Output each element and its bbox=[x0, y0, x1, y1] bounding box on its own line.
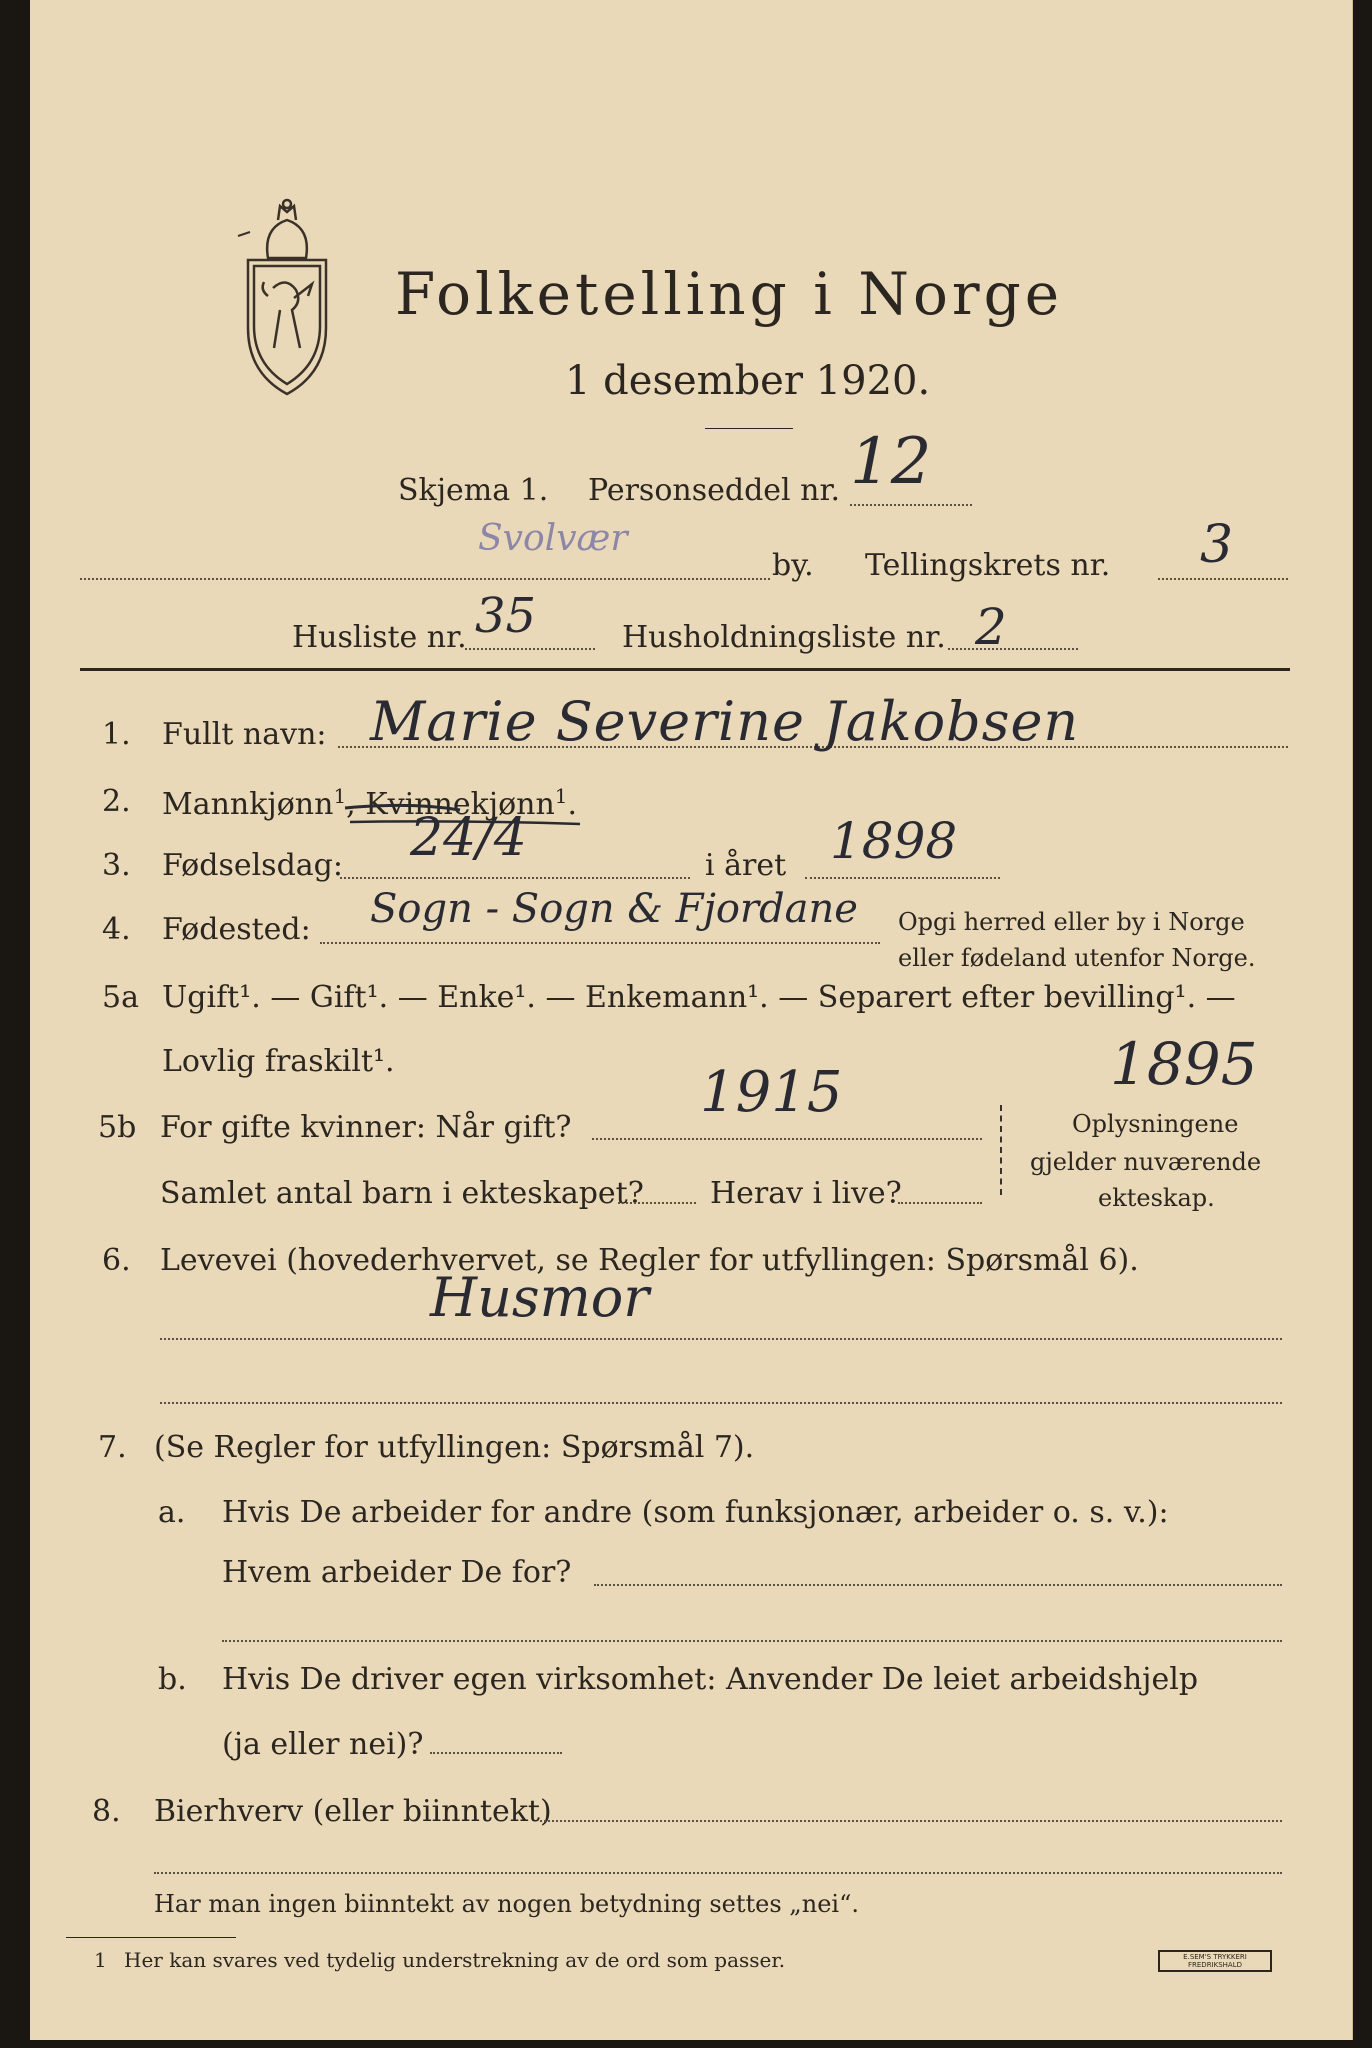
q3-year-label: i året bbox=[705, 848, 787, 883]
personseddel-field-line bbox=[850, 504, 972, 506]
footnote-separator bbox=[66, 1937, 236, 1938]
q7b-letter: b. bbox=[158, 1662, 187, 1697]
q5b-brace bbox=[1000, 1105, 1005, 1195]
tellingskrets-field-line bbox=[1158, 578, 1288, 580]
husliste-field-line bbox=[465, 648, 595, 650]
q7b-text: Hvis De driver egen virksomhet: Anvender De leiet arbeidshjelp bbox=[222, 1662, 1199, 1697]
q7a-field-line2 bbox=[222, 1640, 1282, 1642]
q5b-living-label: Herav i live? bbox=[710, 1176, 902, 1211]
q1-full-name-value[interactable]: Marie Severine Jakobsen bbox=[370, 690, 1080, 753]
q2-kvinne-option[interactable]: Kvinnekjønn bbox=[365, 787, 555, 822]
q5b-note-line2: gjelder nuværende bbox=[1030, 1148, 1262, 1176]
q8-field-line1 bbox=[540, 1820, 1282, 1822]
q3-field-line bbox=[340, 877, 690, 879]
q8-number: 8. bbox=[92, 1794, 121, 1829]
q5b-number: 5b bbox=[98, 1110, 137, 1145]
q1-label: Fullt navn: bbox=[162, 717, 327, 752]
header-separator bbox=[80, 668, 1290, 671]
q6-field-line2 bbox=[160, 1402, 1282, 1404]
q4-label: Fødested: bbox=[162, 912, 311, 947]
q3-number: 3. bbox=[102, 848, 131, 883]
husliste-label: Husliste nr. bbox=[292, 620, 467, 655]
q3-year-value[interactable]: 1898 bbox=[830, 812, 958, 870]
tellingskrets-value[interactable]: 3 bbox=[1200, 515, 1234, 575]
by-label: by. bbox=[772, 548, 814, 583]
q5b-note-line3: ekteskap. bbox=[1098, 1184, 1215, 1212]
husliste-value[interactable]: 35 bbox=[475, 588, 537, 644]
norwegian-coat-of-arms-icon bbox=[228, 198, 346, 398]
q2-gender-options: Mannkjønn$^1$, Kvinnekjønn$^1$. bbox=[162, 784, 578, 822]
q5a-marital-options[interactable]: Ugift¹. — Gift¹. — Enke¹. — Enkemann¹. — Separert efter bevilling¹. — bbox=[162, 980, 1236, 1015]
q5b-field-line bbox=[592, 1138, 982, 1140]
q7a-field-line1 bbox=[594, 1584, 1282, 1586]
q7-number: 7. bbox=[98, 1430, 127, 1465]
city-stamp: Svolvær bbox=[478, 518, 628, 559]
q5b-label: For gifte kvinner: Når gift? bbox=[160, 1110, 572, 1145]
q5b-living-field-line bbox=[898, 1202, 982, 1204]
q5a-number: 5a bbox=[102, 980, 139, 1015]
form-title: Folketelling i Norge bbox=[395, 260, 1064, 328]
q5a-marital-options-cont[interactable]: Lovlig fraskilt¹. bbox=[162, 1044, 395, 1079]
q6-number: 6. bbox=[102, 1243, 131, 1278]
q5b-children-field-line bbox=[618, 1202, 696, 1204]
q6-field-line1 bbox=[160, 1338, 1282, 1340]
husholdning-value[interactable]: 2 bbox=[975, 598, 1007, 656]
q4-field-line bbox=[320, 942, 880, 944]
q7a-letter: a. bbox=[158, 1495, 186, 1530]
q7-label: (Se Regler for utfyllingen: Spørsmål 7). bbox=[154, 1430, 755, 1465]
q8-note: Har man ingen biinntekt av nogen betydning settes „nei“. bbox=[154, 1890, 859, 1918]
q6-occupation-value[interactable]: Husmor bbox=[430, 1266, 650, 1329]
personseddel-label: Personseddel nr. bbox=[588, 473, 841, 508]
q7a-text2: Hvem arbeider De for? bbox=[222, 1555, 572, 1590]
q3-birthday-value[interactable]: 24/4 bbox=[410, 808, 527, 868]
tellingskrets-label: Tellingskrets nr. bbox=[865, 548, 1111, 583]
title-divider bbox=[705, 428, 793, 429]
q4-note-line1: Opgi herred eller by i Norge bbox=[898, 908, 1245, 936]
q7b-field-line bbox=[430, 1752, 562, 1754]
printer-mark: E.SEM'S TRYKKERI FREDRIKSHALD bbox=[1158, 1950, 1272, 1972]
q8-field-line2 bbox=[154, 1872, 1282, 1874]
q6-label: Levevei (hovederhvervet, se Regler for utfyllingen: Spørsmål 6). bbox=[160, 1243, 1139, 1278]
q5b-extra-year: 1895 bbox=[1110, 1030, 1258, 1098]
q4-number: 4. bbox=[102, 912, 131, 947]
q4-note-line2: eller fødeland utenfor Norge. bbox=[898, 944, 1256, 972]
q7b-text2: (ja eller nei)? bbox=[222, 1727, 424, 1762]
skjema-label: Skjema 1. bbox=[398, 473, 549, 508]
q5b-note-line1: Oplysningene bbox=[1072, 1110, 1239, 1138]
q2-number: 2. bbox=[102, 784, 131, 819]
q3-label: Fødselsdag: bbox=[162, 848, 343, 883]
q3-year-field-line bbox=[805, 877, 1000, 879]
q8-label: Bierhverv (eller biinntekt) bbox=[154, 1794, 552, 1829]
q7a-text: Hvis De arbeider for andre (som funksjonær, arbeider o. s. v.): bbox=[222, 1495, 1169, 1530]
q2-mann-option[interactable]: Mannkjønn bbox=[162, 787, 334, 822]
q4-birthplace-value[interactable]: Sogn - Sogn & Fjordane bbox=[370, 886, 858, 932]
footnote-mark: 1 bbox=[94, 1948, 107, 1972]
husholdning-field-line bbox=[948, 648, 1078, 650]
husholdning-label: Husholdningsliste nr. bbox=[622, 620, 946, 655]
q5b-married-year-value[interactable]: 1915 bbox=[700, 1060, 843, 1125]
q1-number: 1. bbox=[102, 717, 131, 752]
q5b-children-label: Samlet antal barn i ekteskapet? bbox=[160, 1176, 644, 1211]
footnote-text: Her kan svares ved tydelig understrekning av de ord som passer. bbox=[124, 1948, 786, 1972]
city-field-line bbox=[80, 578, 770, 580]
personseddel-value[interactable]: 12 bbox=[850, 425, 932, 499]
form-date: 1 desember 1920. bbox=[565, 358, 931, 404]
